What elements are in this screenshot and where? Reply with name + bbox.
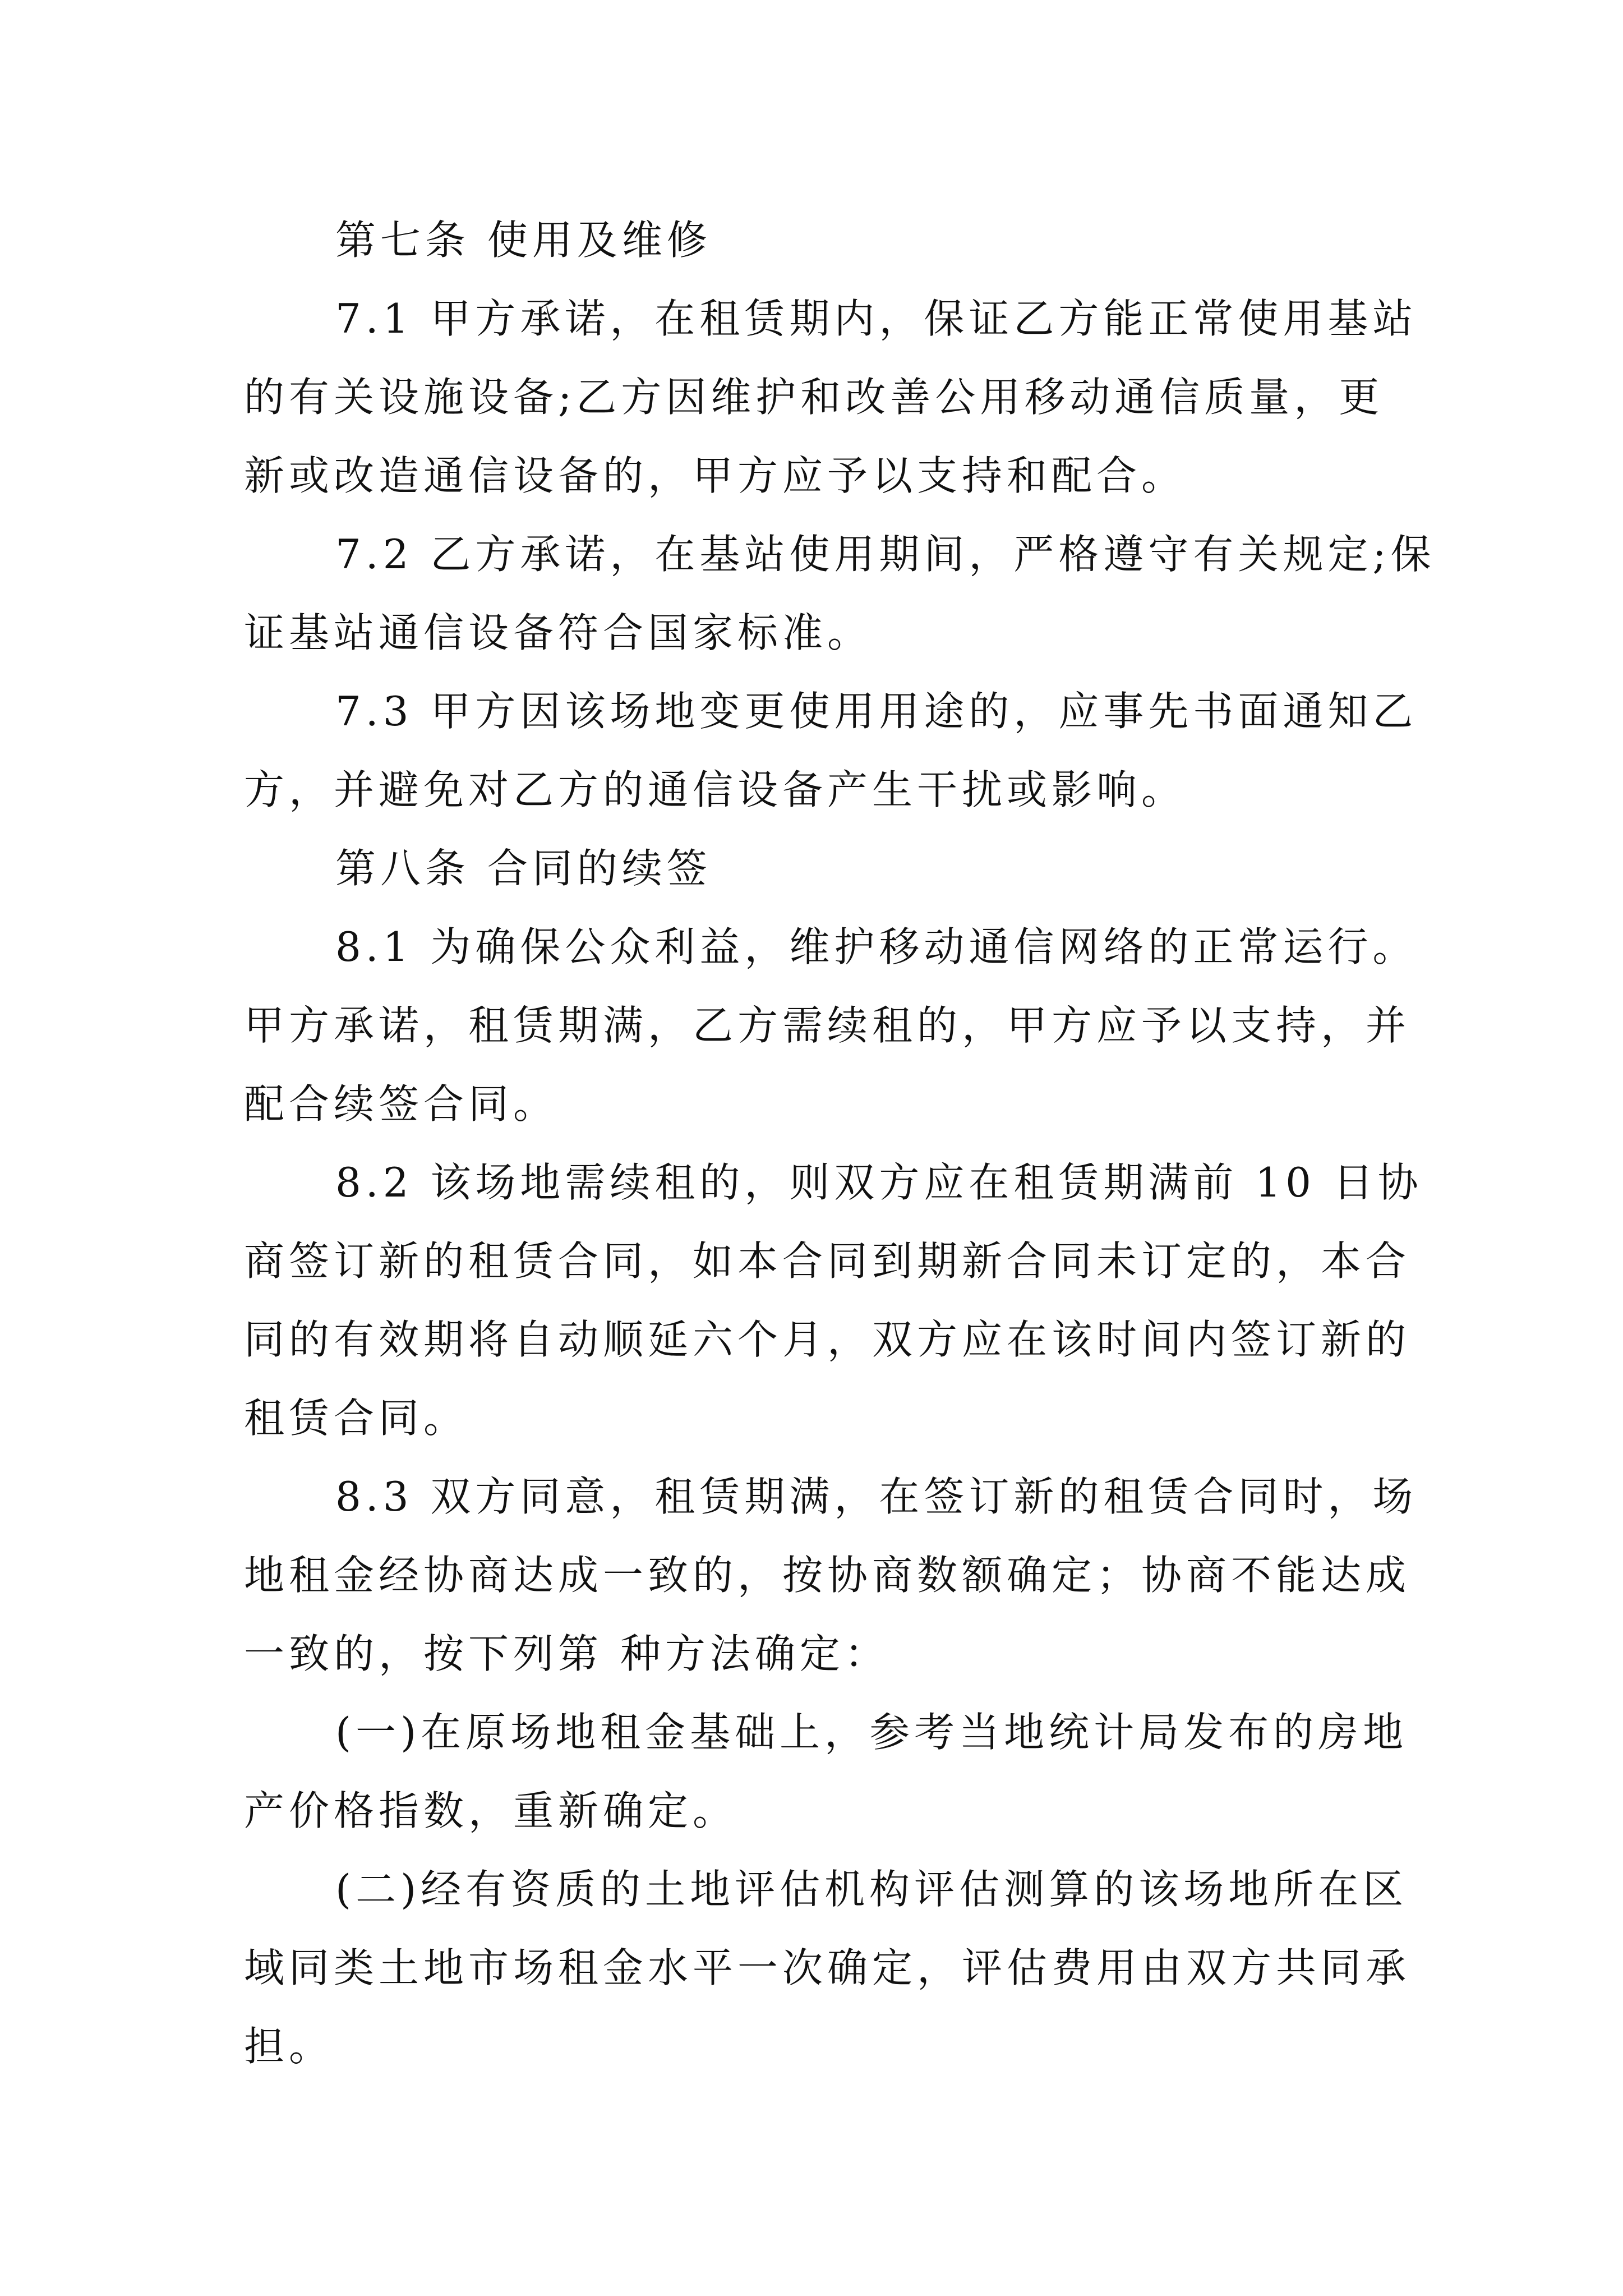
clause-7-1-line-2: 的有关设施设备;乙方因维护和改善公用移动通信质量，更 <box>244 374 1384 421</box>
clause-8-2-line-2: 商签订新的租赁合同，如本合同到期新合同未订定的，本合 <box>244 1237 1411 1285</box>
option-1-line-1: (一)在原场地租金基础上，参考当地统计局发布的房地 <box>335 1709 1408 1756</box>
clause-8-2-line-3: 同的有效期将自动顺延六个月，双方应在该时间内签订新的 <box>244 1316 1411 1363</box>
clause-8-3-line-3: 一致的，按下列第 种方法确定： <box>244 1630 889 1677</box>
option-2-line-2: 域同类土地市场租金水平一次确定，评估费用由双方共同承 <box>244 1944 1411 1991</box>
clause-8-3-line-1: 8.3 双方同意，租赁期满，在签订新的租赁合同时，场 <box>335 1473 1418 1520</box>
option-2-line-3: 担。 <box>244 2023 334 2070</box>
clause-7-3-line-2: 方，并避免对乙方的通信设备产生干扰或影响。 <box>244 766 1187 813</box>
clause-8-2-line-1: 8.2 该场地需续租的，则双方应在租赁期满前 10 日协 <box>335 1159 1423 1206</box>
clause-7-2-line-2: 证基站通信设备符合国家标准。 <box>244 609 873 656</box>
clause-8-1-line-2: 甲方承诺，租赁期满，乙方需续租的，甲方应予以支持，并 <box>244 1002 1411 1049</box>
clause-8-1-line-1: 8.1 为确保公众利益，维护移动通信网络的正常运行。 <box>335 923 1418 970</box>
clause-7-2-line-1: 7.2 乙方承诺，在基站使用期间，严格遵守有关规定;保 <box>335 531 1436 578</box>
option-2-line-1: (二)经有资质的土地评估机构评估测算的该场地所在区 <box>335 1866 1408 1913</box>
clause-8-2-line-4: 租赁合同。 <box>244 1395 469 1442</box>
clause-7-3-line-1: 7.3 甲方因该场地变更使用用途的，应事先书面通知乙 <box>335 688 1418 735</box>
option-1-line-2: 产价格指数，重新确定。 <box>244 1787 738 1834</box>
clause-7-1-line-3: 新或改造通信设备的，甲方应予以支持和配合。 <box>244 452 1187 499</box>
clause-7-1-line-1: 7.1 甲方承诺，在租赁期内，保证乙方能正常使用基站 <box>335 295 1418 342</box>
clause-8-1-line-3: 配合续签合同。 <box>244 1080 559 1128</box>
article-8-heading: 第八条 合同的续签 <box>335 845 712 892</box>
article-7-heading: 第七条 使用及维修 <box>335 217 712 264</box>
clause-8-3-line-2: 地租金经协商达成一致的，按协商数额确定；协商不能达成 <box>244 1552 1411 1599</box>
